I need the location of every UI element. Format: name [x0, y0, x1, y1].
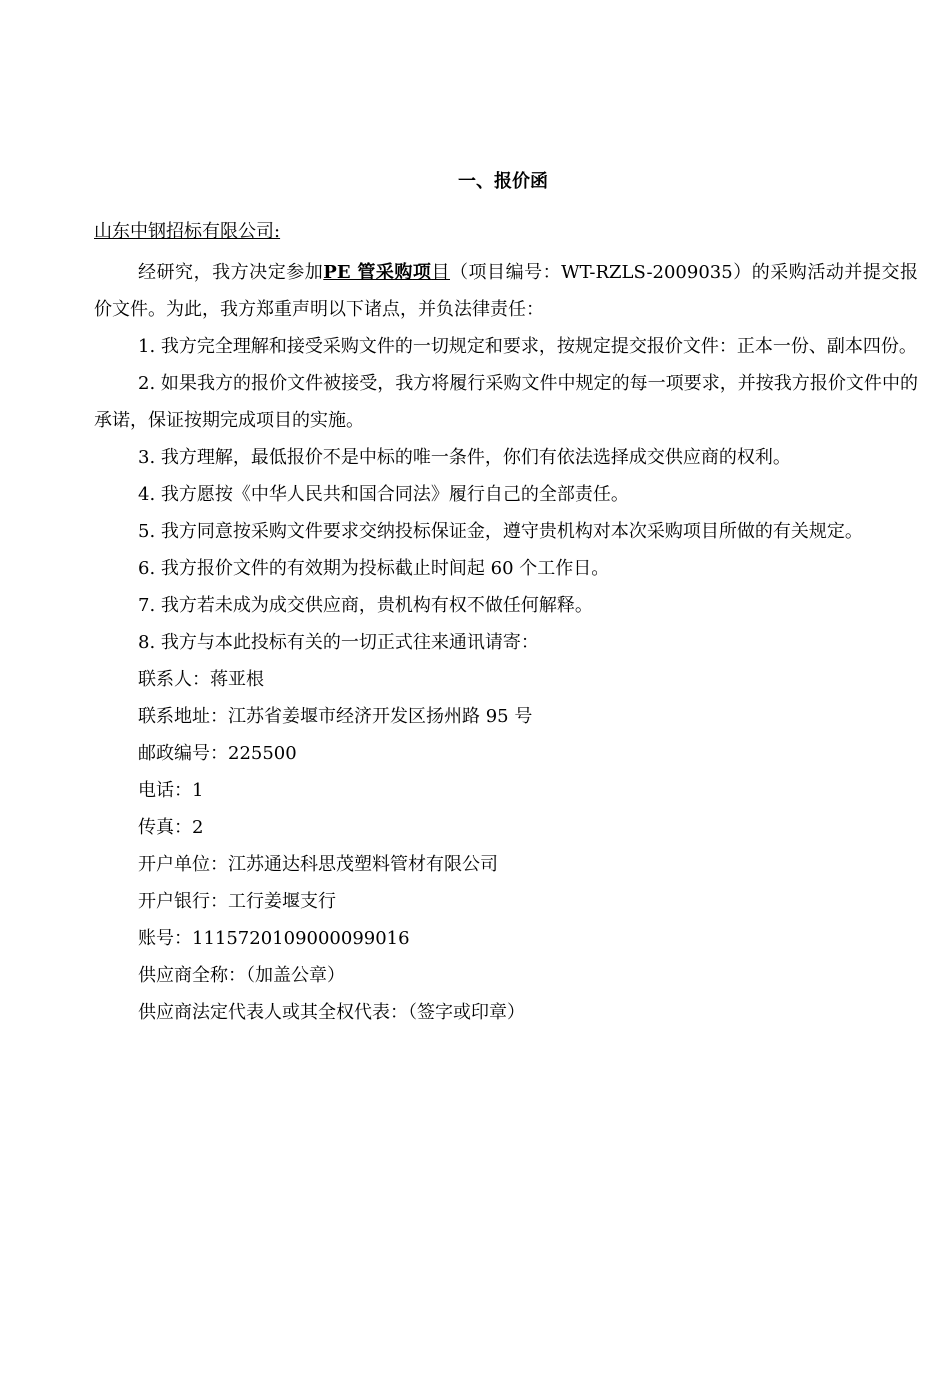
- item-2: 2. 如果我方的报价文件被接受，我方将履行采购文件中规定的每一项要求，并按我方报价文件中的承诺，保证按期完成项目的实施。: [94, 373, 918, 431]
- legal-representative: 供应商法定代表人或其全权代表：（签字或印章）: [138, 1002, 525, 1023]
- item-5: 5. 我方同意按采购文件要求交纳投标保证金，遵守贵机构对本次采购项目所做的有关规定。: [138, 521, 863, 542]
- project-name: PE 管采购项: [323, 262, 432, 283]
- supplier-full-name: 供应商全称：（加盖公章）: [138, 965, 345, 986]
- postal-code: 邮政编号：225500: [138, 743, 297, 764]
- item-3: 3. 我方理解，最低报价不是中标的唯一条件，你们有依法选择成交供应商的权利。: [138, 447, 791, 468]
- project-name-tail: 目: [431, 262, 450, 283]
- account-number: 账号：1115720109000099016: [138, 928, 410, 949]
- contact-address: 联系地址：江苏省姜堰市经济开发区扬州路 95 号: [138, 706, 533, 727]
- document-body: [94, 254, 918, 1031]
- addressee: 山东中钢招标有限公司:: [94, 221, 281, 242]
- item-7: 7. 我方若未成为成交供应商，贵机构有权不做任何解释。: [138, 595, 593, 616]
- item-8: 8. 我方与本此投标有关的一切正式往来通讯请寄：: [138, 632, 539, 653]
- fax: 传真：2: [138, 817, 204, 838]
- item-4: 4. 我方愿按《中华人民共和国合同法》履行自己的全部责任。: [138, 484, 629, 505]
- intro-paragraph: [94, 254, 918, 328]
- telephone: 电话：1: [138, 780, 204, 801]
- item-6: 6. 我方报价文件的有效期为投标截止时间起 60 个工作日。: [138, 558, 610, 579]
- intro-part1: 经研究，我方决定参加: [138, 262, 324, 283]
- bank-name: 开户银行：工行姜堰支行: [138, 891, 336, 912]
- intro-part2: （项目编号：WT-RZLS-2009035）的采购活动并提交报价文件。为此，我方郑重声明以下诸点，并负法律责任：: [94, 262, 918, 320]
- contact-person: 联系人：蒋亚根: [138, 669, 264, 690]
- item-1: 1. 我方完全理解和接受采购文件的一切规定和要求，按规定提交报价文件：正本一份、副本四份。: [138, 336, 917, 357]
- document-title: 一、报价函: [458, 171, 548, 192]
- account-holder: 开户单位：江苏通达科思茂塑料管材有限公司: [138, 854, 498, 875]
